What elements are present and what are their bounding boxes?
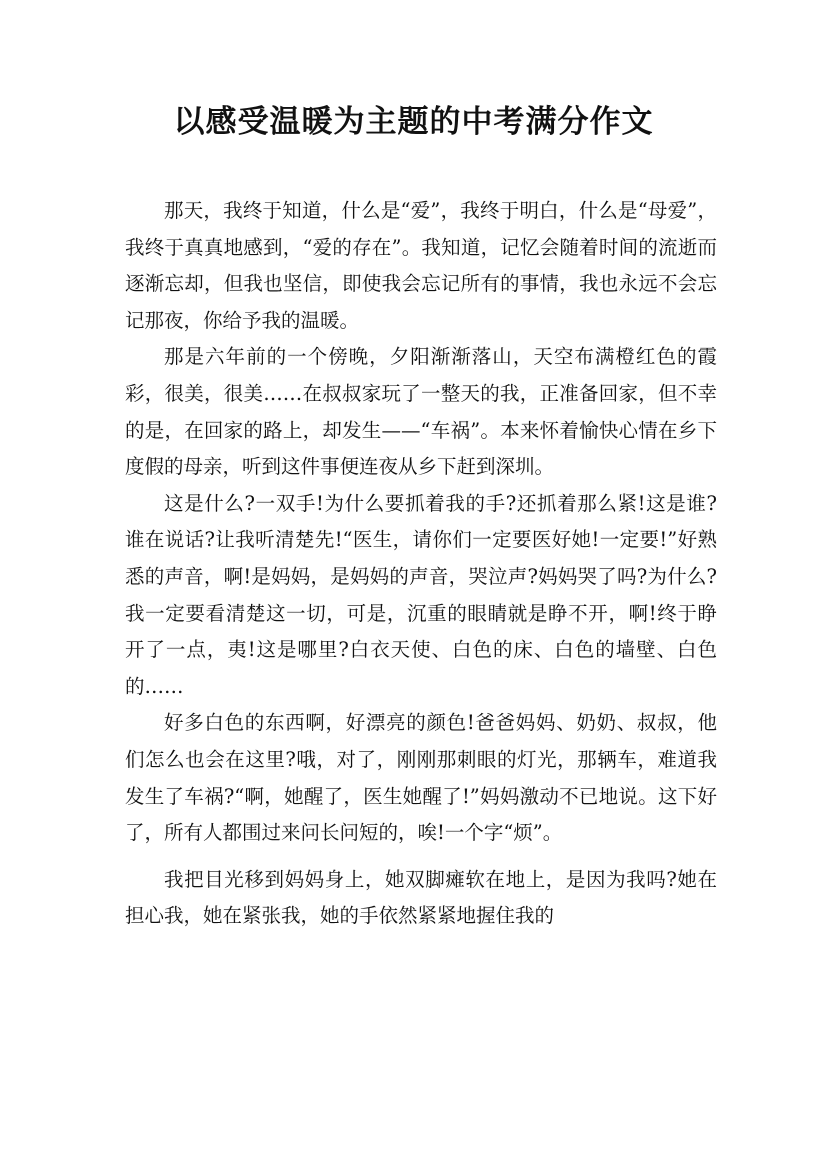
essay-body (125, 193, 717, 935)
paragraph-1: 那天，我终于知道，什么是“爱”，我终于明白，什么是“母爱”，我终于真真地感到，“爱的存在”。我知道，记忆会随着时间的流逝而逐渐忘却，但我也坚信，即使我会忘记所有的事情，我也永远不会忘记那夜，你给予我的温暖。 (125, 199, 717, 332)
paragraph-4: 好多白色的东西啊，好漂亮的颜色!爸爸妈妈、奶奶、叔叔，他们怎么也会在这里?哦，对了，刚刚那刺眼的灯光，那辆车，难道我发生了车祸?“啊，她醒了，医生她醒了!”妈妈激动不已地说。这下好了，所有人都围过来问长问短的，唉!一个字“烦”。 (125, 711, 717, 845)
paragraph-3: 这是什么?一双手!为什么要抓着我的手?还抓着那么紧!这是谁?谁在说话?让我听清楚先!“医生，请你们一定要医好她!一定要!”好熟悉的声音，啊!是妈妈，是妈妈的声音，哭泣声?妈妈哭了吗?为什么?我一定要看清楚这一切，可是，沉重的眼睛就是睁不开，啊!终于睁开了一点，夷!这是哪里?白衣天使、白色的床、白色的墙壁、白色的…… (125, 491, 717, 698)
paragraph-5: 我把目光移到妈妈身上，她双脚瘫软在地上，是因为我吗?她在担心我，她在紧张我，她的手依然紧紧地握住我的 (125, 867, 717, 928)
document-title: 以感受温暖为主题的中考满分作文 (173, 104, 654, 140)
paragraph-2: 那是六年前的一个傍晚，夕阳渐渐落山，天空布满橙红色的霞彩，很美，很美……在叔叔家玩了一整天的我，正准备回家，但不幸的是，在回家的路上，却发生——“车祸”。本来怀着愉快心情在乡下度假的母亲，听到这件事便连夜从乡下赶到深圳。 (125, 345, 717, 479)
